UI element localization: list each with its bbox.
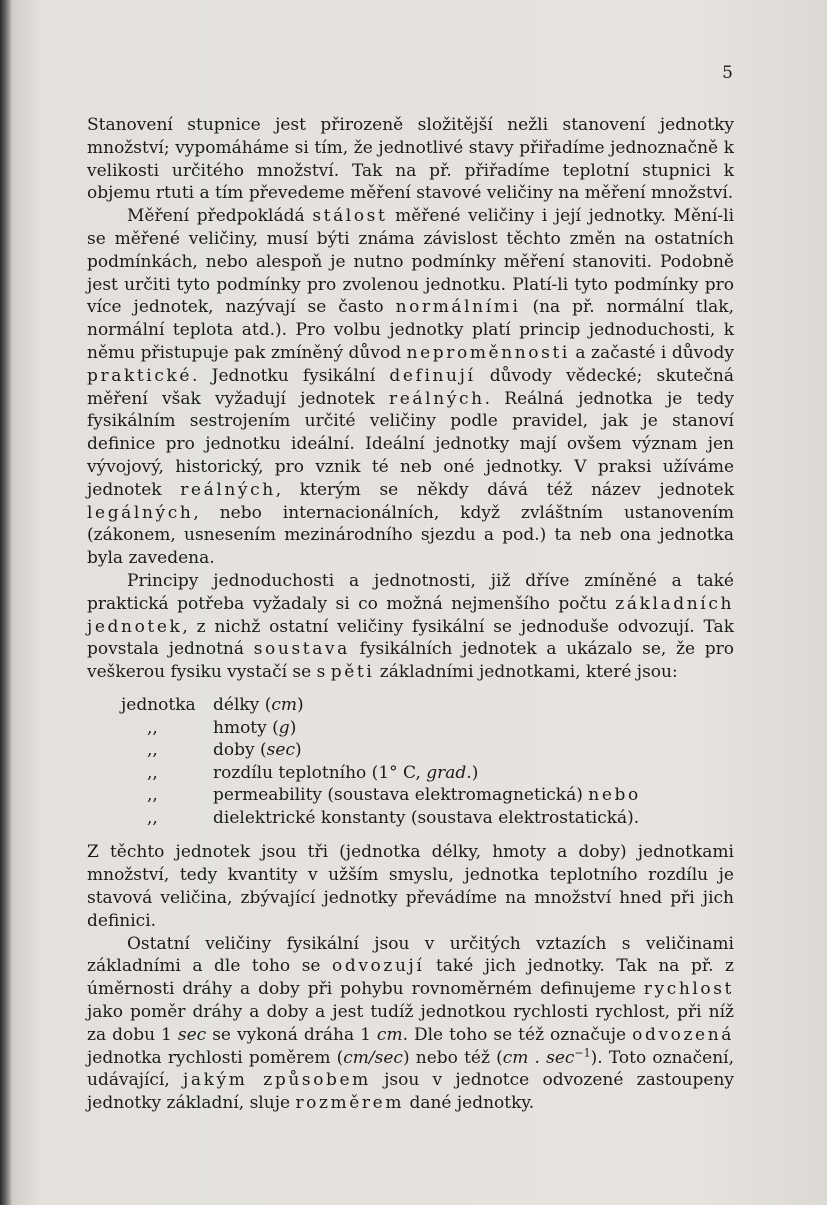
- paren-close: ): [289, 717, 297, 738]
- unit-item-mass: [121, 717, 734, 740]
- paren-close: ): [297, 694, 304, 715]
- ditto-mark: ,,: [147, 717, 158, 738]
- book-spine-shadow: [0, 0, 12, 1205]
- emphasis-jakym-zpusobem: jakým způsobem: [183, 1070, 371, 1091]
- emphasis-peti: pěti: [330, 662, 375, 683]
- text-run: Principy jednoduchosti a jednotnosti, již dříve zmíněné a také praktická potřeba vyžadaly si co možná nejmenšího počtu: [87, 570, 734, 614]
- unit-name: permeability (soustava elektromagnetická): [213, 785, 589, 806]
- italic-sec: sec: [177, 1024, 207, 1045]
- text-run: , nebo internacionálních, když zvláštním ustanovením (zákonem, usnesením mezinárodního sjezdu a pod.) ta neb ona jednotka byla zavedena.: [87, 502, 734, 569]
- text-run: Ostatní veličiny fysikální jsou v určitých vztazích s veličinami základními a dle toho se: [87, 933, 734, 977]
- text-run: se vykoná dráha 1: [206, 1024, 377, 1045]
- text-run: . Dle toho se též označuje: [402, 1024, 633, 1045]
- text-run: ) nebo též (: [402, 1047, 503, 1068]
- paragraph-scale-definition: Stanovení stupnice jest přirozeně složitější nežli stanovení jednotky množství; vypomáháme si tím, že jednotlivé stavy přiřadíme jednoznačně k velikosti určitého množství. Tak na př. přiřadíme teplotní stupnici k objemu rtuti a tím převedeme měření stavové veličiny na měření množství.: [87, 115, 734, 204]
- paragraph-derived-units: [87, 933, 734, 1115]
- emphasis-odvozena: odvozená: [632, 1024, 734, 1045]
- emphasis-realnych-2: reálných: [180, 479, 276, 500]
- unit-name: rozdílu teplotního: [213, 762, 367, 783]
- emphasis-stalost: stálost: [312, 206, 388, 227]
- unit-name: dielektrické konstanty (soustava elektrostatická).: [213, 807, 640, 828]
- text-run: dané jednotky.: [404, 1093, 535, 1114]
- unit-item-length: [121, 694, 734, 717]
- unit-extra: 1° C,: [378, 762, 427, 783]
- paren-open: (: [254, 740, 267, 761]
- text-run: . Reálná jednotka je tedy fysikálním sestrojením určité veličiny podle pravidel, jak je stanoví definice pro jednotku ideální. Ideální jednotky mají ovšem význam jen vývojový, historický, pro vznik té neb oné jednotky. V praksi užíváme jednotek: [87, 388, 734, 500]
- emphasis-definuji: definují: [389, 365, 476, 386]
- unit-item-temperature: [121, 762, 734, 785]
- emphasis-realnych: reálných: [389, 388, 485, 409]
- unit-text: [213, 717, 296, 740]
- text-run: (na př. normální tlak, normální teplota atd.). Pro volbu jednotky platí princip jednoduchosti, k němu přistupuje pak zmíněný důvod: [87, 297, 734, 363]
- unit-text: [213, 694, 304, 717]
- unit-item-permeability: [121, 784, 734, 807]
- unit-text: [213, 784, 641, 807]
- ditto-mark: ,,: [147, 785, 158, 806]
- ditto-mark: ,,: [147, 807, 158, 828]
- text-run: jednotka rychlosti poměrem (: [87, 1047, 344, 1068]
- italic-cm-sec: cm . sec: [502, 1047, 575, 1068]
- unit-item-time: [121, 739, 734, 762]
- emphasis-prakticke: praktické: [87, 365, 192, 386]
- text-run: jsou v jednotce odvozené zastoupeny jednotky základní, sluje: [87, 1070, 735, 1114]
- text-run: také jich jednotky. Tak na př. z úměrnosti dráhy a doby při pohybu rovnoměrném definujeme: [87, 956, 734, 1000]
- unit-symbol: g: [278, 717, 290, 738]
- unit-text: [213, 807, 639, 830]
- exponent: −1: [574, 1046, 591, 1059]
- unit-lead-word: jednotka: [121, 694, 196, 715]
- emphasis-rozmerem: rozměrem: [295, 1093, 405, 1114]
- page-body: [87, 114, 734, 1115]
- emphasis-nepromennosti: neproměnnosti: [406, 342, 570, 363]
- unit-text: [213, 739, 302, 762]
- text-run: jako poměr dráhy a doby a jest tudíž jednotkou rychlosti rychlost, při níž za dobu 1: [87, 1002, 734, 1045]
- unit-text: [213, 762, 478, 785]
- ditto-mark: ,,: [147, 762, 158, 783]
- paragraph-quantity-units: Z těchto jednotek jsou tři (jednotka délky, hmoty a doby) jednotkami množství, tedy kvantity v užším smyslu, jednotka teplotního rozdílu je stavová veličina, zbývající jednotky převádíme na množství hned při jich definici.: [87, 842, 734, 931]
- unit-symbol: cm: [271, 694, 297, 715]
- text-run: . Jednotku fysikální: [192, 365, 390, 386]
- emphasis-nebo: nebo: [588, 785, 641, 806]
- paren-open: (: [266, 717, 279, 738]
- emphasis-normalnimi: normálními: [395, 297, 521, 318]
- paren-open: (: [366, 762, 379, 783]
- paren-close: ): [294, 740, 302, 761]
- text-run: základními jednotkami, které jsou:: [374, 662, 678, 683]
- text-run: a začasté i důvody: [569, 342, 734, 363]
- emphasis-odvozuji: odvozují: [332, 956, 425, 977]
- paren-close: ): [471, 762, 479, 783]
- text-run: ). Toto označení, udávající,: [87, 1047, 735, 1091]
- unit-name: doby: [213, 740, 255, 761]
- text-run: měřené veličiny i její jednotky. Mění-li se měřené veličiny, musí býti známa závislost těchto změn na ostatních podmínkách, nebo alespoň je nutno podmínky měření stanoviti. Podobně jest určiti tyto podmínky pro zvolenou jednotku. Platí-li tyto podmínky pro více jednotek, nazývají se často: [87, 206, 735, 318]
- paragraph-measurement-conditions: [87, 205, 734, 570]
- unit-item-dielectric: [121, 807, 734, 830]
- unit-name: hmoty: [213, 717, 267, 738]
- emphasis-rychlost: rychlost: [643, 979, 734, 1000]
- text-run: , kterým se někdy dává též název jednotek: [275, 479, 734, 500]
- italic-cm: cm: [376, 1024, 403, 1045]
- emphasis-zakladnich-jednotek: základních jednotek: [87, 593, 734, 637]
- text-run: fysikálních jednotek a ukázalo se, že pro veškerou fysiku vystačí se s: [87, 639, 734, 683]
- base-units-list: [121, 694, 734, 830]
- emphasis-soustava: soustava: [253, 639, 350, 660]
- unit-name: délky: [213, 694, 260, 715]
- unit-symbol: sec: [266, 740, 295, 761]
- emphasis-legalnych: legálných: [87, 502, 194, 523]
- text-run: , z nichž ostatní veličiny fysikální se jednoduše odvozují. Tak povstala jednotná: [87, 616, 734, 660]
- paren-open: (: [259, 694, 272, 715]
- ditto-mark: ,,: [147, 740, 158, 761]
- text-run: důvody vědecké; skutečná měření však vyžadují jednotek: [87, 365, 734, 409]
- text-run: Měření předpokládá: [127, 206, 313, 227]
- paragraph-base-units: [87, 570, 734, 684]
- page-number: 5: [722, 63, 733, 83]
- italic-cm-per-sec: cm/sec: [343, 1047, 403, 1068]
- unit-symbol: grad.: [426, 762, 472, 783]
